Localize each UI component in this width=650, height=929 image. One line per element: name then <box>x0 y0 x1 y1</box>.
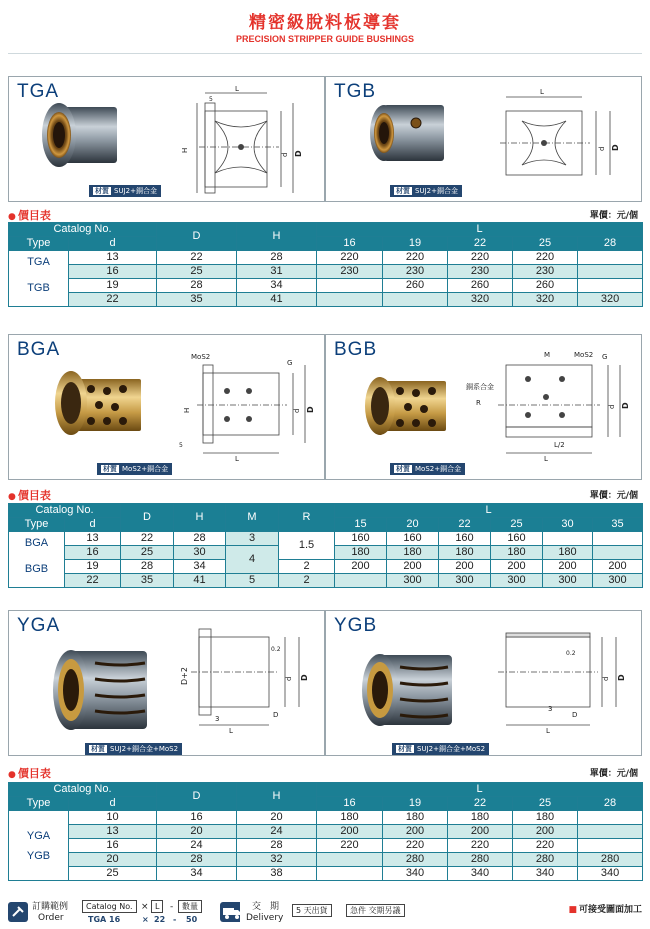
panel-title-bgb: BGB <box>334 339 378 360</box>
svg-text:L: L <box>229 727 233 735</box>
table-row <box>9 574 643 588</box>
cell-H: 28 <box>237 251 317 265</box>
svg-text:L: L <box>540 88 544 96</box>
cell-D: 28 <box>157 853 237 867</box>
cell-price <box>578 825 643 839</box>
delivery-label-cn: 交 期 <box>252 902 280 912</box>
cell-D: 20 <box>157 825 237 839</box>
svg-text:D+2: D+2 <box>180 667 189 685</box>
th-L-value: 28 <box>578 237 643 251</box>
cell-price: 260 <box>448 279 513 293</box>
cell-H: 38 <box>237 867 317 881</box>
svg-text:G: G <box>602 353 608 361</box>
type-cell: YGA YGB <box>9 811 69 881</box>
svg-text:D: D <box>300 674 309 681</box>
cell-M: 5 <box>226 574 279 588</box>
th-catalog: Catalog No. <box>9 504 121 518</box>
table-row <box>9 867 643 881</box>
cell-R: 2 <box>279 560 335 574</box>
svg-text:MoS2: MoS2 <box>191 353 211 361</box>
cell-D: 34 <box>157 867 237 881</box>
th-D: D <box>157 223 237 251</box>
svg-text:d: d <box>285 676 293 681</box>
cell-M: 3 <box>226 532 279 546</box>
table-row <box>9 560 643 574</box>
cell-d: 13 <box>69 251 157 265</box>
price-table-bg <box>8 503 643 588</box>
panel-title-yga: YGA <box>17 615 61 636</box>
page-title: 精密級脫料板導套 <box>249 13 401 33</box>
cell-price: 300 <box>543 574 593 588</box>
svg-text:D: D <box>611 144 620 151</box>
cell-price: 260 <box>513 279 578 293</box>
cell-price: 280 <box>448 853 513 867</box>
cell-price <box>383 293 448 307</box>
table-row <box>9 811 643 825</box>
svg-text:3: 3 <box>215 715 220 723</box>
cell-D: 35 <box>157 293 237 307</box>
cell-price: 200 <box>513 825 578 839</box>
th-L: L <box>317 783 643 797</box>
cell-price: 260 <box>383 279 448 293</box>
cell-price: 300 <box>387 574 439 588</box>
price-table-tg <box>8 222 643 307</box>
panel-tgb <box>325 76 642 202</box>
th-L-value: 19 <box>383 797 448 811</box>
th-L-value: 16 <box>317 797 383 811</box>
cell-price: 230 <box>317 265 383 279</box>
panel-title-tga: TGA <box>17 81 60 102</box>
cell-price: 220 <box>448 839 513 853</box>
panel-bgb <box>325 334 642 480</box>
truck-icon <box>220 902 240 922</box>
cell-price: 200 <box>439 560 491 574</box>
th-L-value: 16 <box>317 237 383 251</box>
cell-H: 34 <box>237 279 317 293</box>
order-box-L: L <box>151 900 163 913</box>
cell-d: 13 <box>65 532 121 546</box>
cell-price <box>578 839 643 853</box>
svg-text:5: 5 <box>209 96 213 103</box>
cell-price: 200 <box>383 825 448 839</box>
th-L-value: 28 <box>578 797 643 811</box>
th-L-value: 25 <box>513 237 578 251</box>
panel-ygb <box>325 610 642 756</box>
type-cell: TGA TGB <box>9 251 69 307</box>
cell-price <box>578 279 643 293</box>
th-L-value: 15 <box>335 518 387 532</box>
tga-drawing <box>169 85 309 195</box>
cell-d: 22 <box>65 574 121 588</box>
order-box-catalog: Catalog No. <box>82 900 137 913</box>
bga-drawing <box>169 343 319 463</box>
th-d: d <box>65 518 121 532</box>
delivery-label-en: Delivery <box>246 913 284 923</box>
panel-title-tgb: TGB <box>334 81 377 102</box>
ygb-photo <box>360 647 456 733</box>
cell-price: 300 <box>439 574 491 588</box>
svg-text:L: L <box>544 455 548 463</box>
cell-price: 200 <box>448 825 513 839</box>
svg-text:D: D <box>621 402 630 409</box>
cell-price: 200 <box>335 560 387 574</box>
cell-price: 230 <box>383 265 448 279</box>
th-L-value: 30 <box>543 518 593 532</box>
tgb-drawing <box>486 85 626 195</box>
cell-price: 220 <box>513 839 578 853</box>
cell-price: 340 <box>383 867 448 881</box>
th-L-value: 22 <box>448 797 513 811</box>
cell-price <box>317 293 383 307</box>
cell-price: 200 <box>543 560 593 574</box>
svg-text:M: M <box>544 351 551 359</box>
cell-price: 300 <box>593 574 643 588</box>
cell-H: 32 <box>237 853 317 867</box>
cell-price: 160 <box>387 532 439 546</box>
th-L-value: 35 <box>593 518 643 532</box>
cell-d: 10 <box>69 811 157 825</box>
cell-d: 20 <box>69 853 157 867</box>
svg-text:H: H <box>181 147 189 153</box>
panel-title-bga: BGA <box>17 339 61 360</box>
cell-D: 25 <box>121 546 174 560</box>
example-catalog: TGA 16 <box>88 915 121 924</box>
cell-price: 340 <box>578 867 643 881</box>
cell-R: 2 <box>279 574 335 588</box>
cell-price: 180 <box>383 811 448 825</box>
cell-D: 25 <box>157 265 237 279</box>
cell-d: 22 <box>69 293 157 307</box>
cell-price: 220 <box>513 251 578 265</box>
th-type: Type <box>9 237 69 251</box>
svg-text:銅系合金: 銅系合金 <box>466 383 494 391</box>
cell-price: 200 <box>387 560 439 574</box>
cell-price <box>317 867 383 881</box>
cell-price: 230 <box>513 265 578 279</box>
svg-text:MoS2: MoS2 <box>574 351 594 359</box>
cell-price: 220 <box>317 839 383 853</box>
svg-text:d: d <box>602 676 610 681</box>
cell-price: 160 <box>439 532 491 546</box>
cell-price: 180 <box>448 811 513 825</box>
cell-d: 16 <box>69 839 157 853</box>
cell-D: 28 <box>121 560 174 574</box>
cell-d: 25 <box>69 867 157 881</box>
svg-text:D: D <box>572 711 578 719</box>
example-L: 22 <box>154 915 166 924</box>
cell-H: 41 <box>237 293 317 307</box>
table-row <box>9 293 643 307</box>
footer <box>8 900 642 926</box>
svg-text:L: L <box>546 727 550 735</box>
cell-H: 28 <box>174 532 226 546</box>
price-header-3 <box>8 765 642 779</box>
cell-price: 230 <box>448 265 513 279</box>
cell-price: 180 <box>543 546 593 560</box>
th-H: H <box>237 783 317 811</box>
th-R: R <box>279 504 335 532</box>
table-row <box>9 839 643 853</box>
price-unit-1: 單價：元/個 <box>589 211 638 221</box>
cell-H: 34 <box>174 560 226 574</box>
cell-H: 30 <box>174 546 226 560</box>
cell-H: 28 <box>237 839 317 853</box>
cell-D: 22 <box>121 532 174 546</box>
ygb-drawing <box>476 625 636 735</box>
th-H: H <box>237 223 317 251</box>
order-sep-times: × <box>141 902 149 912</box>
price-unit-3: 單價：元/個 <box>589 769 638 779</box>
table-row <box>9 532 643 546</box>
table-row <box>9 251 643 265</box>
th-type: Type <box>9 797 69 811</box>
price-table-yg <box>8 782 643 881</box>
cell-H: 41 <box>174 574 226 588</box>
material-yga: 材質 SUJ2+銅合金+MoS2 <box>85 743 182 755</box>
example-qty: 50 <box>186 915 198 924</box>
cell-price: 280 <box>513 853 578 867</box>
cell-price: 280 <box>578 853 643 867</box>
th-D: D <box>157 783 237 811</box>
panel-bga <box>8 334 325 480</box>
tga-photo <box>37 99 125 169</box>
bgb-drawing <box>462 343 632 463</box>
svg-text:3: 3 <box>548 705 553 713</box>
th-L-value: 19 <box>383 237 448 251</box>
delivery-box-standard: 5 天出貨 <box>292 904 332 917</box>
cell-D: 16 <box>157 811 237 825</box>
cell-price: 180 <box>439 546 491 560</box>
cell-price: 220 <box>448 251 513 265</box>
order-box-qty: 數量 <box>178 900 202 913</box>
material-bgb: 材質 MoS2+銅合金 <box>390 463 465 475</box>
th-L-value: 22 <box>448 237 513 251</box>
svg-text:L: L <box>235 455 239 463</box>
svg-text:L/2: L/2 <box>554 441 565 449</box>
delivery-box-urgent: 急件 交期另議 <box>346 904 405 917</box>
table-row <box>9 825 643 839</box>
table-row <box>9 265 643 279</box>
svg-text:D: D <box>294 150 303 157</box>
price-header-2 <box>8 487 642 501</box>
svg-text:D: D <box>273 711 279 719</box>
cell-price: 180 <box>335 546 387 560</box>
bga-photo <box>51 369 143 439</box>
page-subtitle: PRECISION STRIPPER GUIDE BUSHINGS <box>235 34 415 44</box>
bgb-photo <box>362 373 448 439</box>
material-bga: 材質 MoS2+銅合金 <box>97 463 172 475</box>
table-row <box>9 853 643 867</box>
th-M: M <box>226 504 279 532</box>
cell-d: 19 <box>65 560 121 574</box>
th-H: H <box>174 504 226 532</box>
cell-price <box>543 532 593 546</box>
th-L: L <box>317 223 643 237</box>
cell-price: 180 <box>387 546 439 560</box>
cell-price <box>317 853 383 867</box>
svg-text:R: R <box>476 399 481 407</box>
cell-price: 220 <box>317 251 383 265</box>
header-divider <box>8 53 642 54</box>
cell-price: 160 <box>491 532 543 546</box>
th-type: Type <box>9 518 65 532</box>
svg-text:H: H <box>183 407 191 413</box>
svg-text:G: G <box>287 359 293 367</box>
svg-text:L: L <box>235 85 239 93</box>
cell-price: 200 <box>593 560 643 574</box>
cell-price <box>578 265 643 279</box>
th-L: L <box>335 504 643 518</box>
cell-H: 24 <box>237 825 317 839</box>
cell-D: 28 <box>157 279 237 293</box>
cell-D: 22 <box>157 251 237 265</box>
table-row <box>9 279 643 293</box>
order-label-cn: 訂購範例 <box>32 902 69 912</box>
th-L-value: 25 <box>491 518 543 532</box>
cell-price: 320 <box>578 293 643 307</box>
cell-price <box>335 574 387 588</box>
svg-text:5: 5 <box>179 442 183 449</box>
th-d: d <box>69 237 157 251</box>
svg-text:d: d <box>598 146 606 151</box>
order-label-en: Order <box>38 913 64 923</box>
th-d: d <box>69 797 157 811</box>
th-L-value: 22 <box>439 518 491 532</box>
cell-price: 340 <box>448 867 513 881</box>
cell-price: 300 <box>491 574 543 588</box>
th-L-value: 25 <box>513 797 578 811</box>
cell-M: 4 <box>226 546 279 574</box>
svg-text:d: d <box>281 152 289 157</box>
material-tga: 材質 SUJ2+銅合金 <box>89 185 161 197</box>
cell-H: 20 <box>237 811 317 825</box>
cell-price: 320 <box>448 293 513 307</box>
th-L-value: 20 <box>387 518 439 532</box>
material-ygb: 材質 SUJ2+銅合金+MoS2 <box>392 743 489 755</box>
th-catalog: Catalog No. <box>9 783 157 797</box>
cell-price <box>593 546 643 560</box>
cell-price: 280 <box>383 853 448 867</box>
panel-title-ygb: YGB <box>334 615 378 636</box>
cell-price <box>317 279 383 293</box>
cell-d: 16 <box>69 265 157 279</box>
example-times: × <box>142 915 149 924</box>
yga-photo <box>51 643 151 735</box>
cell-price <box>578 251 643 265</box>
price-title-3: ● 價目表 <box>8 765 51 781</box>
svg-text:0.2: 0.2 <box>566 650 576 657</box>
cell-price <box>593 532 643 546</box>
cell-d: 16 <box>65 546 121 560</box>
panel-tga <box>8 76 325 202</box>
svg-text:D: D <box>306 406 315 413</box>
cell-D: 35 <box>121 574 174 588</box>
cell-H: 31 <box>237 265 317 279</box>
svg-text:d: d <box>608 404 616 409</box>
cell-R: 1.5 <box>279 532 335 560</box>
material-tgb: 材質 SUJ2+銅合金 <box>390 185 462 197</box>
cell-price: 320 <box>513 293 578 307</box>
order-icon <box>8 902 28 922</box>
custom-machining-note: ■ 可接受圖面加工 <box>568 902 642 915</box>
order-sep-dash: - <box>170 902 174 912</box>
cell-price: 180 <box>513 811 578 825</box>
svg-text:d: d <box>293 408 301 413</box>
th-D: D <box>121 504 174 532</box>
panel-yga <box>8 610 325 756</box>
cell-price: 180 <box>317 811 383 825</box>
cell-d: 19 <box>69 279 157 293</box>
cell-price: 200 <box>491 560 543 574</box>
cell-price: 340 <box>513 867 578 881</box>
price-header-1 <box>8 207 642 221</box>
type-cell: BGA BGB <box>9 532 65 588</box>
price-title-1: ● 價目表 <box>8 207 51 223</box>
cell-D: 24 <box>157 839 237 853</box>
cell-price: 200 <box>317 825 383 839</box>
price-unit-2: 單價：元/個 <box>589 491 638 501</box>
th-catalog: Catalog No. <box>9 223 157 237</box>
yga-drawing <box>169 625 319 735</box>
svg-text:0.2: 0.2 <box>271 646 281 653</box>
cell-d: 13 <box>69 825 157 839</box>
tgb-photo <box>366 101 446 165</box>
price-title-2: ● 價目表 <box>8 487 51 503</box>
cell-price: 160 <box>335 532 387 546</box>
cell-price: 220 <box>383 251 448 265</box>
cell-price <box>578 811 643 825</box>
svg-text:D: D <box>617 674 626 681</box>
cell-price: 220 <box>383 839 448 853</box>
cell-price: 180 <box>491 546 543 560</box>
example-dash: - <box>173 915 177 924</box>
